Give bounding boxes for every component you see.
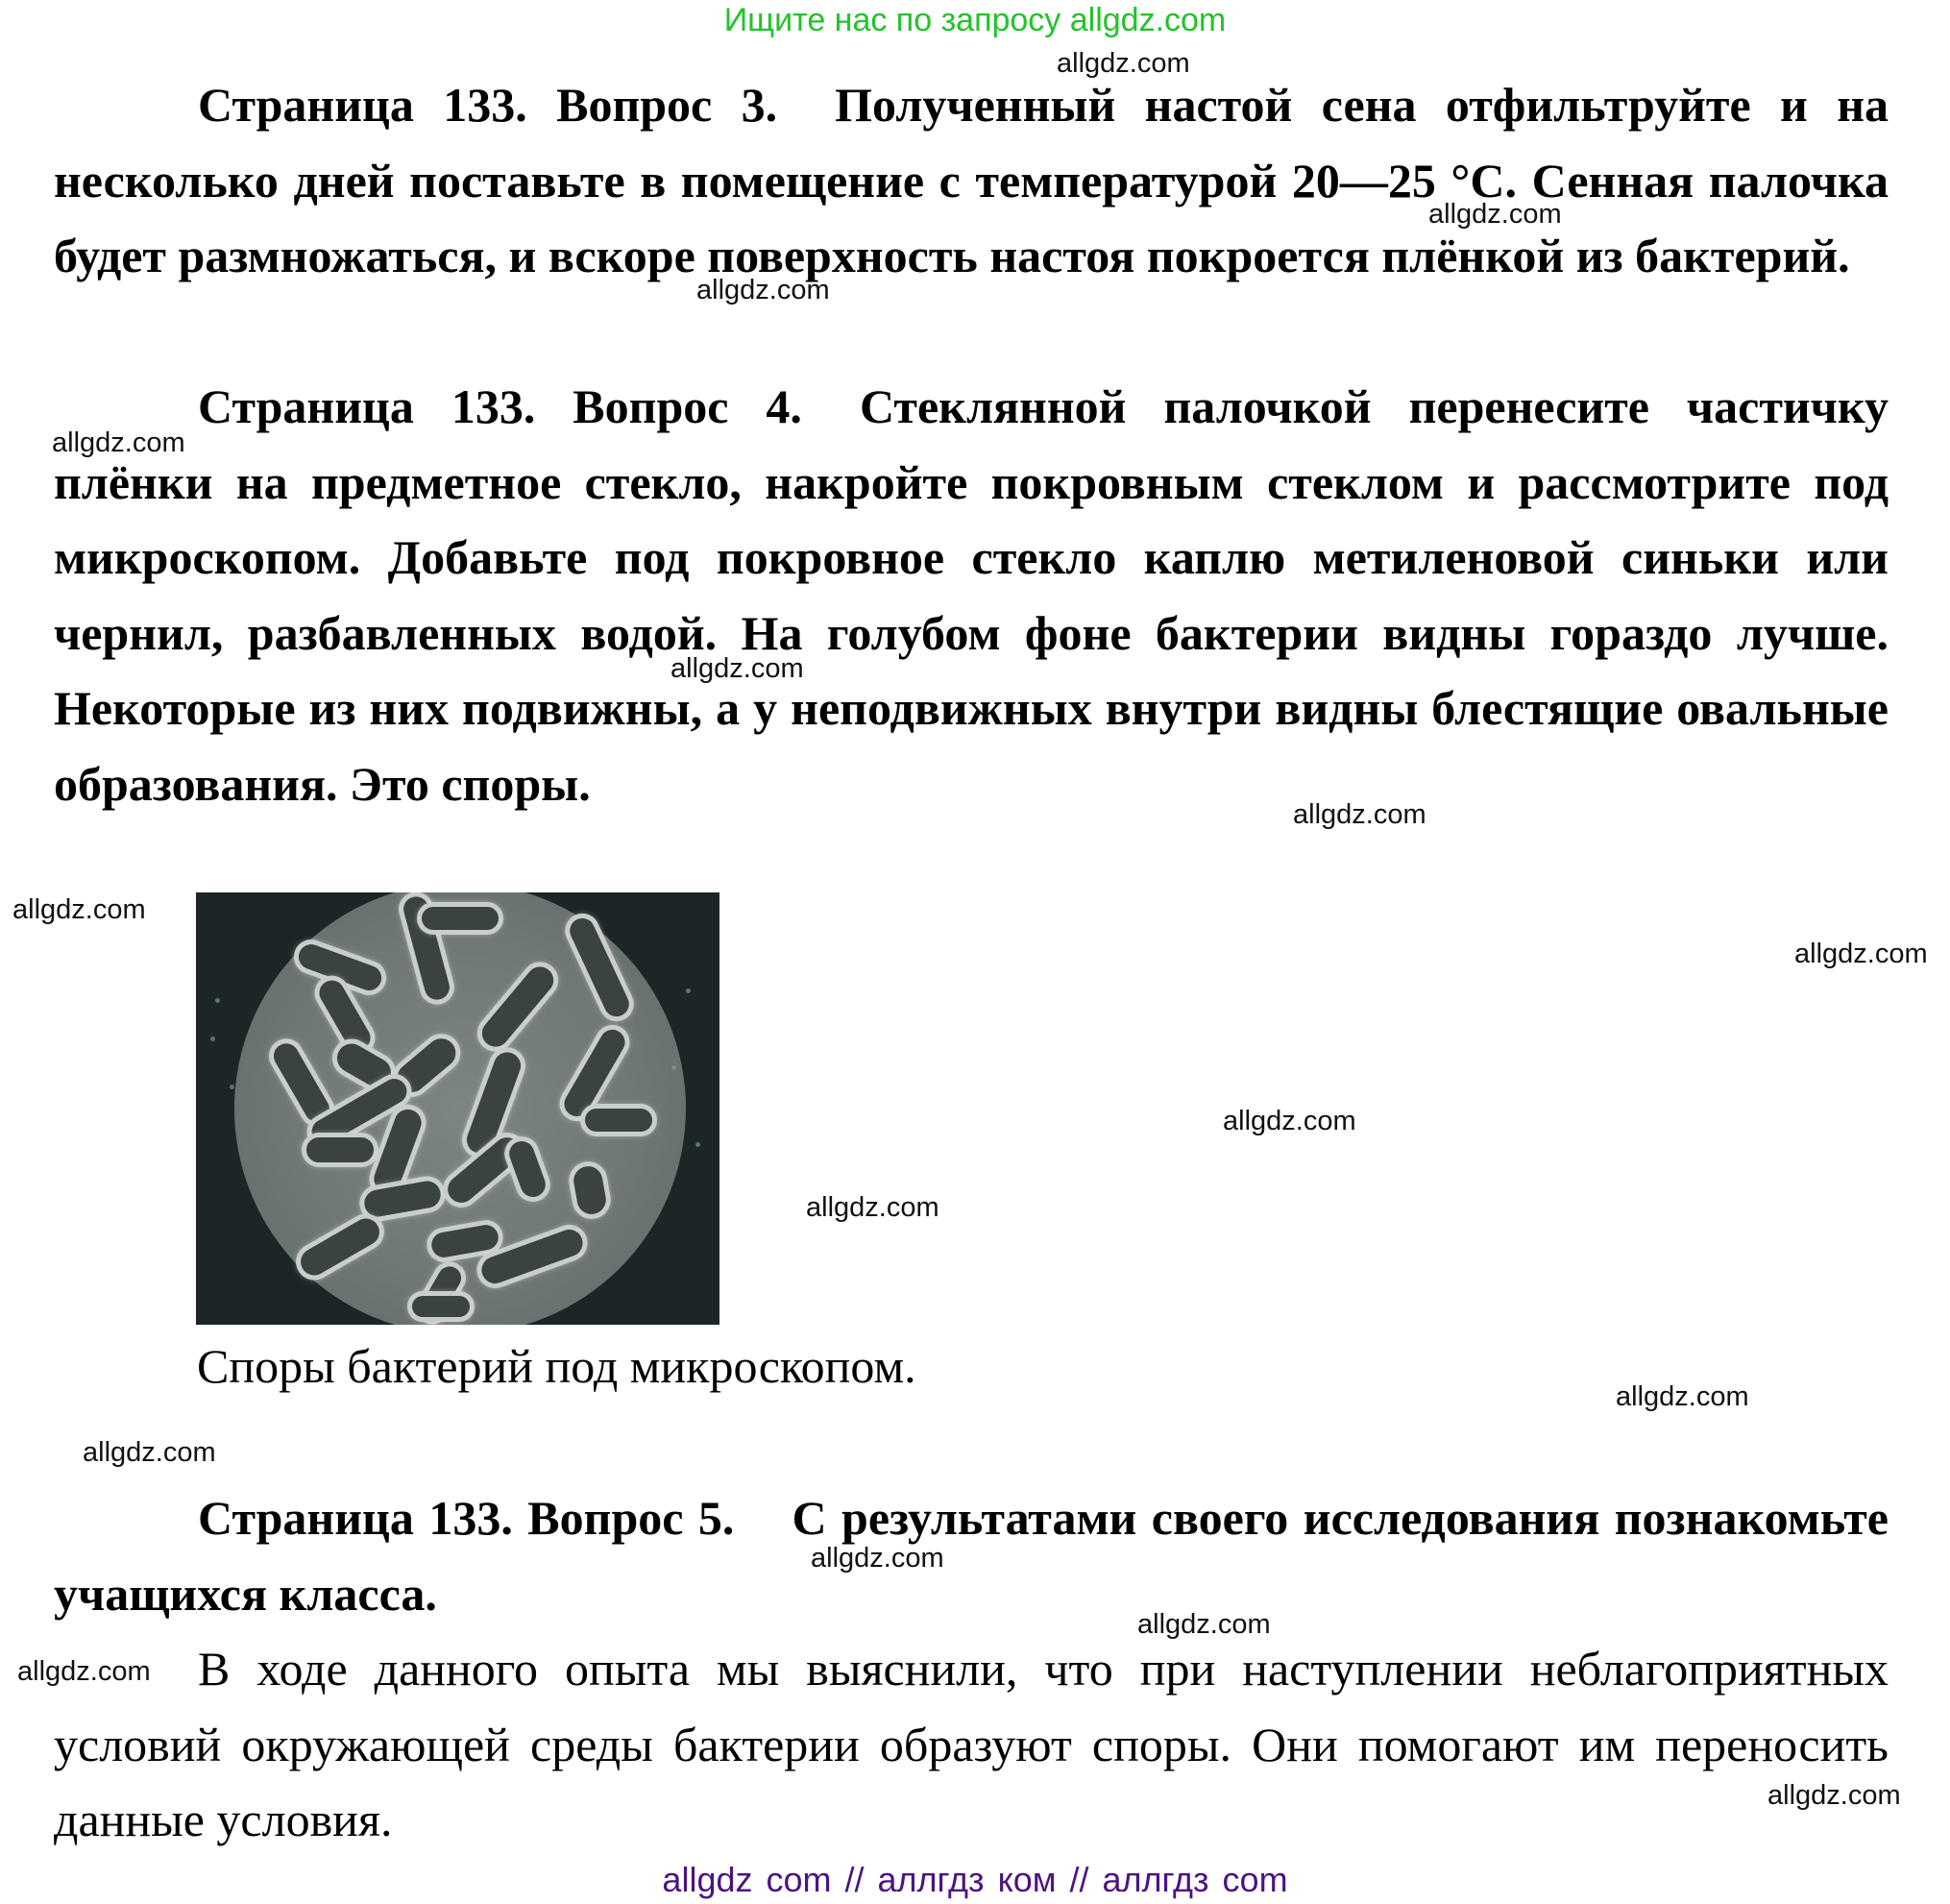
answer-paragraph [54,1631,1889,1858]
watermark: allgdz.com [17,1656,151,1687]
watermark: allgdz.com [1057,48,1190,79]
footer-links: allgdz com // аллгдз ком // аллгдз com [662,1860,1288,1899]
watermark: allgdz.com [811,1543,944,1574]
watermark: allgdz.com [12,894,146,925]
bacterium [417,902,503,935]
watermark: allgdz.com [1137,1609,1271,1640]
figure-caption: Споры бактерий под микроскопом. [197,1339,916,1393]
watermark: allgdz.com [696,275,830,305]
bacteria-micrograph [196,892,719,1325]
question-3 [54,67,1889,294]
question-4 [54,369,1889,821]
watermark: allgdz.com [1794,939,1928,969]
watermark: allgdz.com [1293,799,1426,830]
bacterium [407,1291,475,1322]
watermark: allgdz.com [1616,1381,1749,1412]
watermark: allgdz.com [1428,199,1562,230]
question-5-body: С результатами своего исследования познакомьте учащихся класса. [54,1491,1889,1621]
question-5 [54,1480,1889,1631]
watermark: allgdz.com [83,1437,216,1468]
watermark: allgdz.com [52,427,185,458]
question-4-body: Стеклянной палочкой перенесите частичку плёнки на предметное стекло, накройте покровным стеклом и рассмотрите под микроскопом. Добавьте под покровное стекло каплю метиленовой синьки или чернил, разбавленных водой. На голубом фоне бактерии видны гораздо лучше. Некоторые из них подвижны, а у неподвижных внутри видны блестящие овальные образования. Это споры. [54,379,1889,811]
watermark: allgdz.com [670,653,804,684]
question-3-heading: Страница 133. Вопрос 3. [198,78,778,132]
bacterium [302,1133,378,1167]
watermark: allgdz.com [806,1192,939,1223]
bacterium [580,1104,657,1136]
watermark: allgdz.com [1223,1106,1356,1136]
search-banner: Ищите нас по запросу allgdz.com [723,2,1227,38]
question-3-body: Полученный настой сена отфильтруйте и на несколько дней поставьте в помещение с температурой 20—25 °С. Сенная палочка будет размножаться, и вскоре поверхность настоя покроется плёнкой из бактерий. [54,78,1889,282]
question-5-heading: Страница 133. Вопрос 5. [198,1491,735,1545]
watermark: allgdz.com [1767,1780,1901,1811]
answer-text: В ходе данного опыта мы выяснили, что при наступлении неблагоприятных условий окружающей среды бактерии образуют споры. Они помогают им переносить данные условия. [54,1642,1889,1846]
question-4-heading: Страница 133. Вопрос 4. [198,379,802,433]
